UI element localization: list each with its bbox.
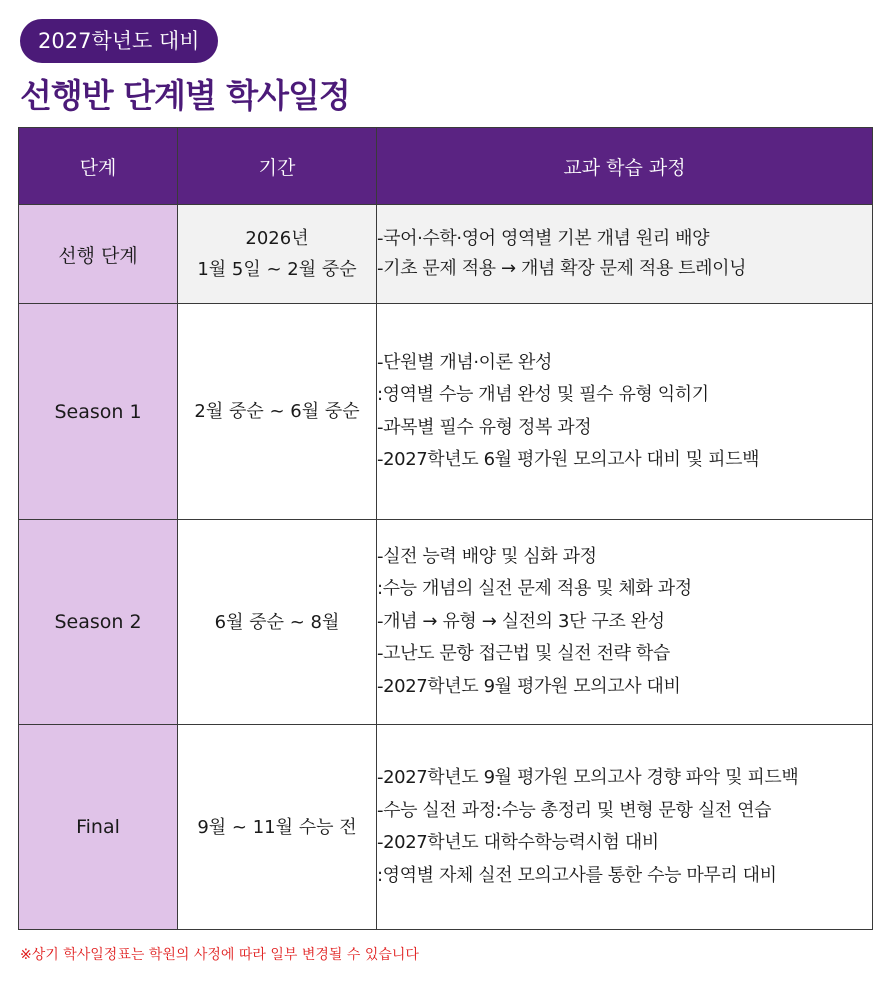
period-cell	[178, 304, 377, 520]
stage-cell: Final	[19, 725, 178, 930]
header-process: 교과 학습 과정	[377, 128, 873, 205]
process-cell	[377, 304, 873, 520]
period-line: 9월 ~ 11월 수능 전	[197, 816, 357, 838]
period-cell	[178, 725, 377, 930]
process-line: -2027학년도 9월 평가원 모의고사 대비	[377, 675, 681, 697]
process-line: -수능 실전 과정:수능 총정리 및 변형 문항 실전 연습	[377, 799, 772, 821]
process-line: -2027학년도 6월 평가원 모의고사 대비 및 피드백	[377, 449, 760, 470]
process-line: -고난도 문항 접근법 및 실전 전략 학습	[377, 643, 670, 665]
process-line: -단원별 개념·이론 완성	[377, 351, 552, 373]
page-title: 선행반 단계별 학사일정	[20, 76, 350, 115]
period-cell	[178, 205, 377, 304]
process-line: -2027학년도 9월 평가원 모의고사 경향 파악 및 피드백	[377, 767, 799, 788]
process-line: -2027학년도 대학수학능력시험 대비	[377, 832, 659, 853]
table-header-row	[19, 128, 873, 205]
process-line: :영역별 수능 개념 완성 및 필수 유형 익히기	[377, 384, 709, 405]
header-period: 기간	[178, 128, 377, 205]
process-line: :영역별 자체 실전 모의고사를 통한 수능 마무리 대비	[377, 864, 777, 886]
process-line: -기초 문제 적용 → 개념 확장 문제 적용 트레이닝	[377, 258, 747, 279]
process-line: -국어·수학·영어 영역별 기본 개념 원리 배양	[377, 228, 710, 249]
period-line: 2월 중순 ~ 6월 중순	[194, 401, 360, 422]
stage-cell: 선행 단계	[19, 205, 178, 304]
period-line: 2026년	[245, 228, 309, 249]
year-badge: 2027학년도 대비	[20, 19, 218, 63]
period-line: 1월 5일 ~ 2월 중순	[197, 259, 357, 280]
schedule-table	[18, 127, 873, 930]
process-cell	[377, 725, 873, 930]
stage-cell: Season 1	[19, 304, 178, 520]
table-row-season1	[19, 304, 873, 520]
stage-cell: Season 2	[19, 520, 178, 725]
footnote: ※상기 학사일정표는 학원의 사정에 따라 일부 변경될 수 있습니다	[20, 947, 419, 963]
table-row-final	[19, 725, 873, 930]
process-line: -실전 능력 배양 및 심화 과정	[377, 545, 597, 567]
process-line: -개념 → 유형 → 실전의 3단 구조 완성	[377, 610, 665, 632]
period-line: 6월 중순 ~ 8월	[214, 611, 340, 633]
process-line: :수능 개념의 실전 문제 적용 및 체화 과정	[377, 578, 692, 600]
period-cell	[178, 520, 377, 725]
table-row-preliminary	[19, 205, 873, 304]
table-row-season2	[19, 520, 873, 725]
process-cell	[377, 520, 873, 725]
header-stage: 단계	[19, 128, 178, 205]
process-cell	[377, 205, 873, 304]
process-line: -과목별 필수 유형 정복 과정	[377, 416, 592, 438]
